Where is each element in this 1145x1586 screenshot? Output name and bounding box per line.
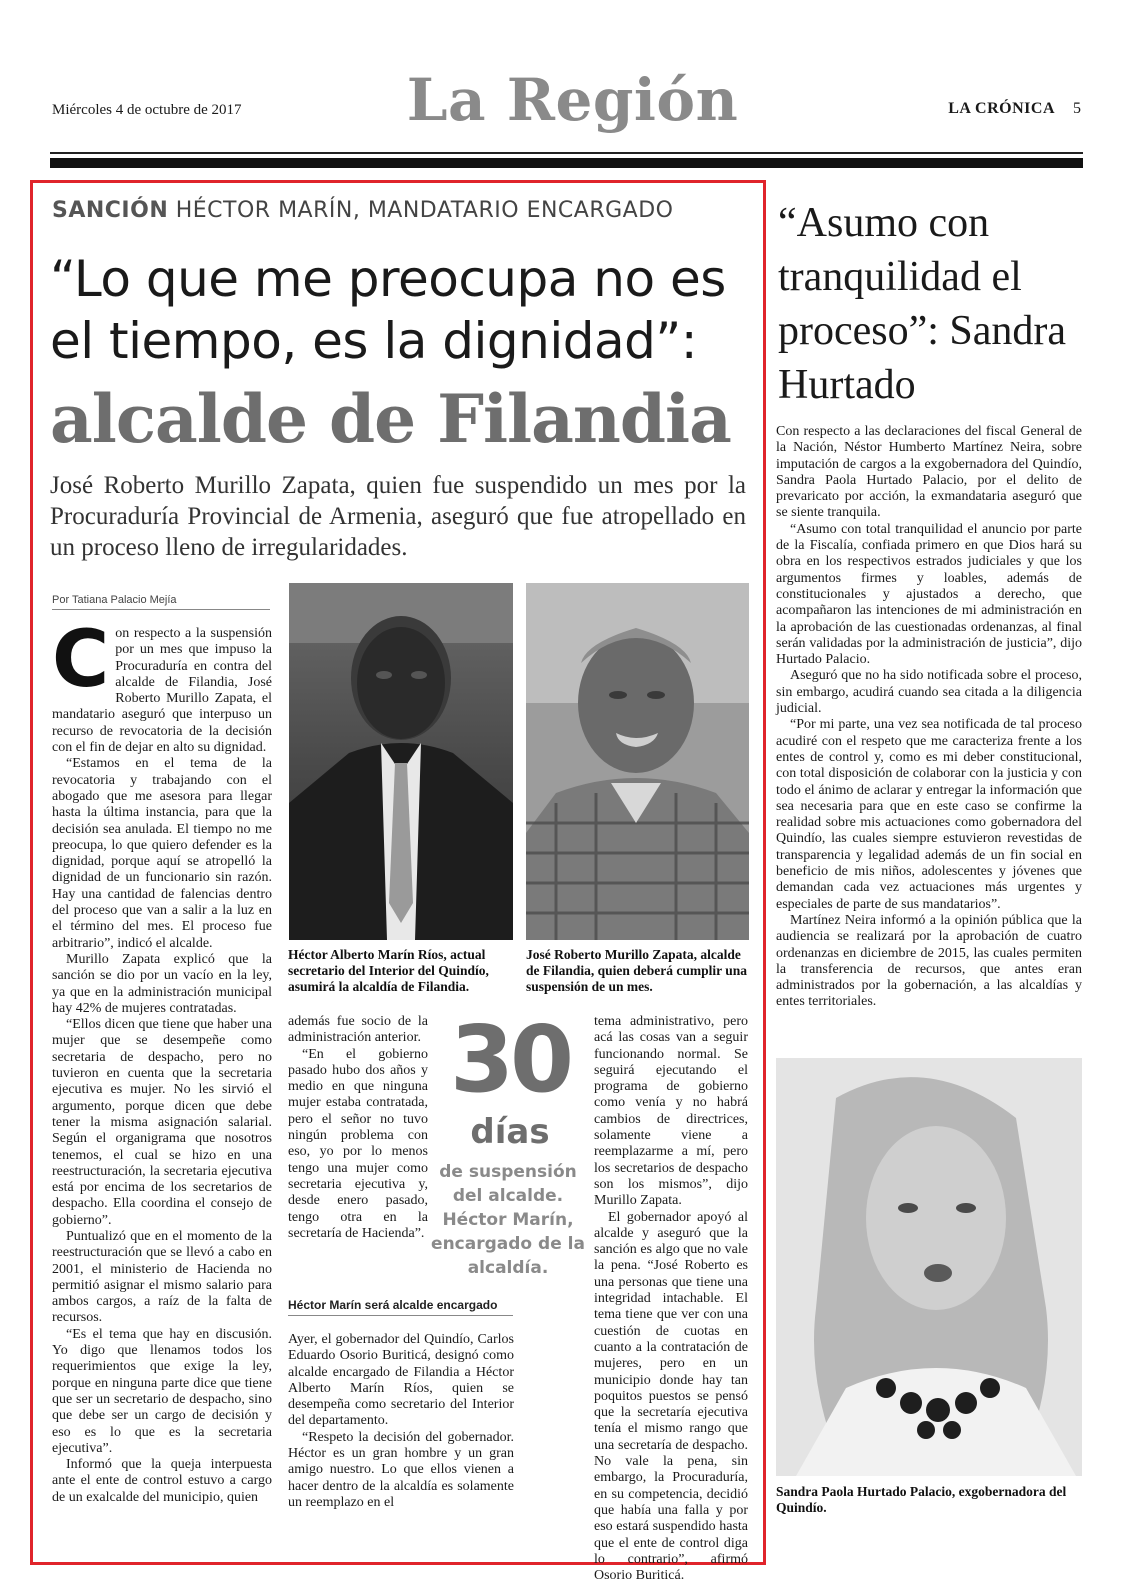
portrait-image	[289, 583, 513, 940]
article-column-2a	[288, 1014, 428, 1242]
byline: Por Tatiana Palacio Mejía	[52, 594, 270, 610]
paragraph: Informó que la queja interpuesta ante el ente de control estuvo a cargo de un exalcalde del municipio, quien	[52, 1457, 272, 1505]
article-deck: José Roberto Murillo Zapata, quien fue suspendido un mes por la Procuraduría Provincial de Armenia, aseguró que fue atropellado en un proceso lleno de irregularidades.	[50, 472, 746, 561]
header-rule-thick	[50, 158, 1083, 168]
photo-sandra-hurtado	[776, 1058, 1082, 1476]
paragraph: “Ellos dicen que tiene que haber una mujer que se desempeñe como secretaria de despacho, pero no tuvieron en cuenta que la secretaria ejecutiva es mujer. No les sirvió el argumento, porque dicen que debe tener la misma asignación salarial. Según el organigrama que nosotros tenemos, el cual se hizo en una reestructuración, la secretaria ejecutiva está por encima de los secretarios de despacho. Ella coordina el consejo de gobierno”.	[52, 1017, 272, 1228]
drop-cap: C	[52, 615, 110, 705]
paragraph: “En el gobierno pasado hubo dos años y medio en que ninguna mujer estaba contratada, pero el señor no tuvo ningún problema con eso, yo por lo menos tengo una mujer como secretaria ejecutiva y, desde enero pasado, tengo otra en la secretaría de Hacienda”.	[288, 1046, 428, 1241]
paragraph: Murillo Zapata explicó que la sanción se dio por un vacío en la ley, ya que en la administración municipal hay 42% de mujeres contratadas.	[52, 951, 272, 1016]
photo-jose-roberto-murillo	[526, 583, 749, 940]
paragraph: tema administrativo, pero acá las cosas van a seguir funcionando normal. Se seguirá ejecutando el programa de gobierno como venía y no habrá cambios de directrices, solamente viene a reemplazarme a mí, pero los secretarios de despacho son los mismos”, dijo Murillo Zapata.	[594, 1014, 748, 1209]
header-rule-thin	[50, 152, 1083, 154]
kicker-bold: SANCIÓN	[52, 198, 169, 223]
paragraph: además fue socio de la administración anterior.	[288, 1014, 428, 1046]
article-headline: “Lo que me preocupa no es el tiempo, es la dignidad”:	[50, 250, 726, 370]
portrait-image	[776, 1058, 1082, 1476]
paragraph: Aseguró que no ha sido notificada sobre el proceso, sin embargo, acudirá cuando sea citada a la diligencia judicial.	[776, 668, 1082, 717]
article-kicker	[52, 198, 673, 223]
kicker-rest: HÉCTOR MARÍN, MANDATARIO ENCARGADO	[175, 198, 674, 223]
newspaper-name: LA CRÓNICA	[948, 100, 1055, 117]
paragraph: “Respeto la decisión del gobernador. Héctor es un gran hombre y un gran amigo nuestro. Lo que ellos vienen a hacer dentro de la alcaldía es solamente un reemplazo en el	[288, 1429, 514, 1510]
article-column-1	[52, 615, 272, 1506]
pullquote-number: 30	[449, 1006, 571, 1113]
article-column-3	[594, 1014, 748, 1584]
section-title: La Región	[406, 66, 739, 134]
paragraph: “Asumo con total tranquilidad el anuncio por parte de la Fiscalía, confiada primero en que Dios hará su obra en los respectivos estrados judiciales y que los argumentos firmes y loables, además de constitucionales y ajustados a derecho, que acompañaron las intenciones de mi administración en la aprobación de las cuestionadas ordenanzas, al final serán validadas por la administración de justicia”, dijo Hurtado Palacio.	[776, 521, 1082, 668]
section-subhead: Héctor Marín será alcalde encargado	[288, 1298, 513, 1316]
photo-caption-jose-roberto: José Roberto Murillo Zapata, alcalde de Filandia, quien deberá cumplir una suspensión de un mes.	[526, 947, 748, 994]
article-headline-accent: alcalde de Filandia	[50, 380, 731, 458]
paragraph: El gobernador apoyó al alcalde y aseguró que la sanción es algo que no vale la pena. “José Roberto es una personas que tiene una integridad intachable. El tema tiene que ver con una cuestión de cuotas en cuanto a la contratación de mujeres, pero en un municipio donde hay tan poquitos puestos se pensó que la secretaría ejecutiva tenía el mismo rango que una secretaría de despacho. No vale la pena, sin embargo, la Procuraduría, en su competencia, decidió que había una falla y por eso estará suspendido hasta que el ente de control diga lo contrario”, afirmó Osorio Buriticá.	[594, 1209, 748, 1584]
issue-date: Miércoles 4 de octubre de 2017	[52, 102, 242, 118]
page-number: 5	[1073, 100, 1081, 117]
paragraph: Puntualizó que en el momento de la reestructuración que se llevó a cabo en 2001, el ministerio de Hacienda no permitió asignar el mismo salario para ambos cargos, a raíz de la falta de recursos.	[52, 1228, 272, 1326]
paragraph: Con respecto a las declaraciones del fiscal General de la Nación, Néstor Humberto Martínez Neira, sobre imputación de cargos a la exgobernadora del Quindío, Sandra Paola Hurtado Palacio, por el delito de prevaricato por acción, la exmandataria aseguró que se siente tranquila.	[776, 424, 1082, 521]
pullquote-text: de suspensión del alcalde. Héctor Marín, encargado de la alcaldía.	[431, 1162, 585, 1278]
article-column-2b	[288, 1332, 514, 1511]
paragraph: “Por mi parte, una vez sea notificada de tal proceso acudiré con el respeto que me caracteriza frente a los entes de control y, como es mi deber constitucional, con total disposición de colaborar con la justicia y con todo el ánimo de aclarar y entregar la información que sea necesaria para que en este caso se confirme la realidad sobre mis actuaciones como gobernadora del Quindío, las cuales siempre estuvieron revestidas de transparencia y legalidad además de un fin social en beneficio de mis niños, adolescentes y jóvenes que demandan cada vez actuaciones más urgentes y especiales de parte de sus mandatarios”.	[776, 717, 1082, 912]
side-article-body	[776, 424, 1082, 1011]
pullquote-unit: días	[470, 1112, 550, 1152]
paragraph: “Es el tema que hay en discusión. Yo digo que llenamos todos los requerimientos que exige la ley, porque en ninguna parte dice que tiene que ser un secretario de despacho, sino que debe ser un cargo de decisión y eso es lo que es la secretaria ejecutiva”.	[52, 1326, 272, 1456]
photo-hector-marin	[289, 583, 513, 940]
paragraph: “Estamos en el tema de la revocatoria y trabajando con el abogado que me asesora para llegar hasta la última instancia, para que la decisión sea anulada. El tiempo no me preocupa, lo que quiero defender es la dignidad, porque aquí se atropelló la dignidad de un funcionario sin razón. Hay una cantidad de falencias dentro del proceso que van a salir a la luz en el término del mes. El proceso fue arbitrario”, indicó el alcalde.	[52, 756, 272, 951]
side-headline: “Asumo con tranquilidad el proceso”: Sandra Hurtado	[778, 200, 1067, 408]
paragraph: Martínez Neira informó a la opinión pública que la audiencia se realizará por la aprobación de cuatro ordenanzas en diciembre de 2015, las cuales permiten la transferencia de recursos, que antes eran administrados por la gobernación, a las alcaldías y entes territoriales.	[776, 912, 1082, 1010]
photo-caption-sandra: Sandra Paola Hurtado Palacio, exgobernadora del Quindío.	[776, 1484, 1067, 1515]
portrait-image	[526, 583, 749, 940]
photo-caption-hector: Héctor Alberto Marín Ríos, actual secretario del Interior del Quindío, asumirá la alcaldía de Filandia.	[288, 947, 489, 994]
paragraph: Ayer, el gobernador del Quindío, Carlos Eduardo Osorio Buriticá, designó como alcalde encargado de Filandia a Héctor Alberto Marín Ríos, quien se desempeña como secretario del Interior del departamento.	[288, 1332, 514, 1429]
paragraph-lead: Con respecto a la suspensión por un mes que impuso la Procuraduría en contra del alcalde de Filandia, José Roberto Murillo Zapata, el mandatario aseguró que interpuso un recurso de revocatoria de la decisión con el fin de dejar en alto su dignidad.	[52, 615, 272, 756]
